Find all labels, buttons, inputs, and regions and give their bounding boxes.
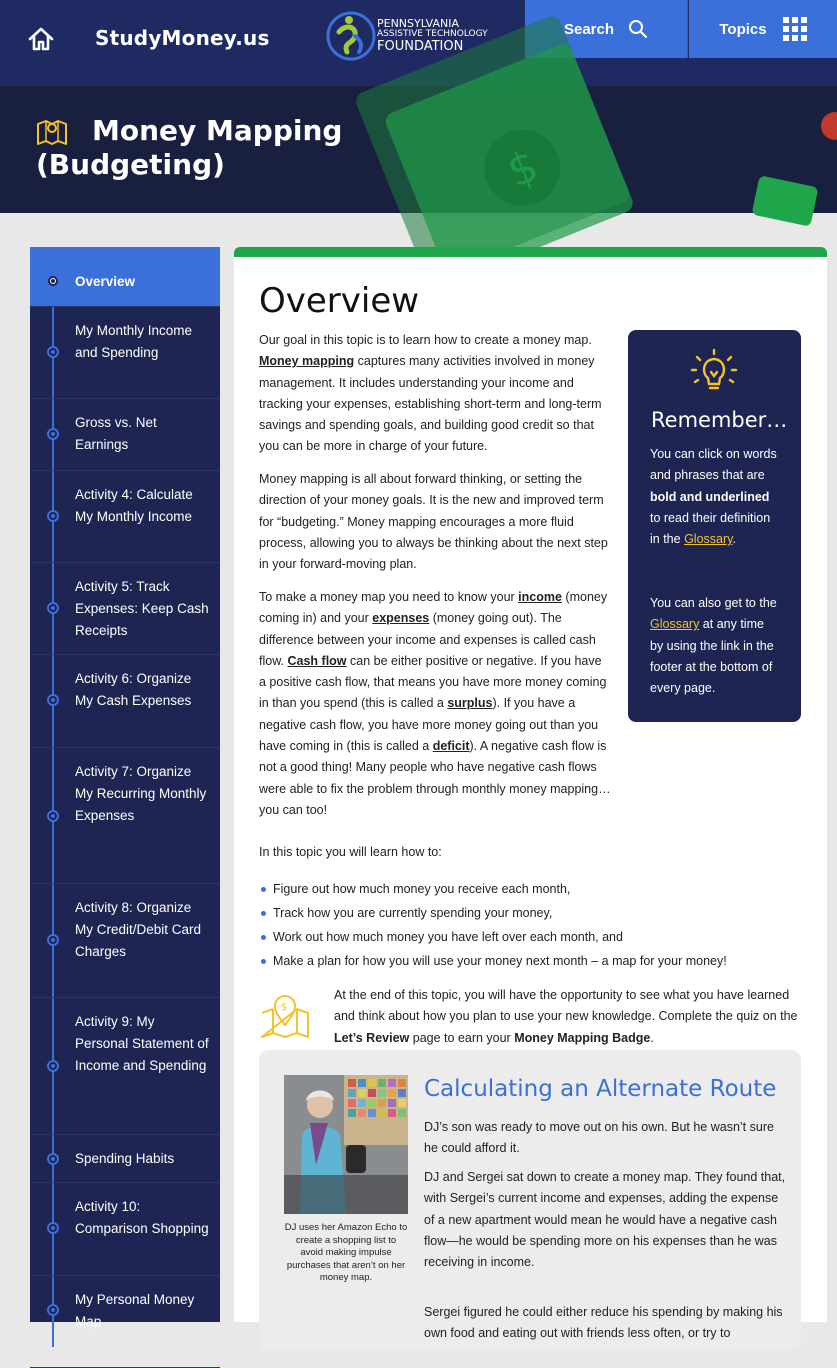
glossary-term-expenses[interactable]: expenses — [372, 611, 430, 626]
sidebar-item-monthly-income[interactable]: My Monthly Income and Spending — [30, 307, 220, 399]
sidebar-item-spending-habits[interactable]: Spending Habits — [30, 1135, 220, 1183]
glossary-term-cash-flow[interactable]: Cash flow — [287, 653, 347, 668]
sidebar-item-activity-5[interactable]: Activity 5: Track Expenses: Keep Cash Receipts — [30, 563, 220, 655]
story-paragraph-2: DJ and Sergei sat down to create a money map. They found that, with Sergei’s current income and expenses, adding the expense of a new apartment would mean he would have a negative cash flow—he would be spending more on his expenses than he was receiving in income. — [424, 1170, 786, 1270]
page-title: Money Mapping (Budgeting) — [36, 114, 343, 181]
list-item: Work out how much money you have left over each month, and — [259, 925, 819, 949]
list-item: Track how you are currently spending your money, — [259, 901, 819, 925]
sidebar-item-money-map[interactable]: My Personal Money Map — [30, 1276, 220, 1368]
map-badge-icon — [259, 991, 311, 1041]
list-item: Figure out how much money you receive each month, — [259, 877, 819, 901]
sidebar-item-activity-10[interactable]: Activity 10: Comparison Shopping — [30, 1183, 220, 1276]
svg-text:$: $ — [500, 140, 546, 199]
cash-flow-paragraph: To make a money map you need to know your income (money coming in) and your expenses (money going out). The difference between your income and expenses is called cash flow. Cash flow can be either positive or negative. If you have a positive cash flow, that means you have more money coming in than you spend (this is called a surplus). If you have a negative cash flow, you have more money going out than you have coming in (this is called a deficit). A negative cash flow is not a good thing! Many people who have negative cash flows were able to fix the problem through monthly money mapping… you can too! — [259, 590, 611, 817]
search-icon — [628, 19, 648, 39]
glossary-term-surplus[interactable]: surplus — [447, 696, 493, 711]
topics-label: Topics — [719, 20, 767, 38]
dj-photo — [284, 1075, 408, 1214]
story-paragraph-1: DJ’s son was ready to move out on his own. But he wasn’t sure he could afford it. — [424, 1120, 774, 1156]
topic-sidebar-nav — [30, 247, 220, 1329]
timeline-dot-icon — [47, 346, 59, 358]
story-card — [259, 1050, 801, 1350]
home-icon[interactable] — [26, 24, 56, 54]
glossary-term-income[interactable]: income — [518, 590, 562, 604]
photo-caption: DJ uses her Amazon Echo to create a shopping list to avoid making impulse purchases that aren’t on her money map. — [284, 1222, 408, 1283]
sidebar-item-activity-4[interactable]: Activity 4: Calculate My Monthly Income — [30, 471, 220, 563]
section-title: Overview — [259, 281, 420, 321]
remember-title: Remember… — [651, 408, 788, 432]
remember-text-1: You can click on words and phrases that are bold and underlined to read their definition in the Glossary. — [650, 447, 777, 547]
topics-button[interactable] — [689, 0, 837, 58]
timeline-dot-icon — [47, 510, 59, 522]
patf-logo-text: PENNSYLVANIA ASSISTIVE TECHNOLOGY FOUNDATION — [377, 17, 488, 54]
learning-goals-list — [259, 877, 819, 973]
glossary-term-deficit[interactable]: deficit — [432, 739, 470, 754]
remember-callout — [628, 330, 801, 722]
learn-intro-text: In this topic you will learn how to: — [259, 845, 442, 859]
story-paragraph-3: Sergei figured he could either reduce his spending by making his own food and eating out with friends less often, or try to — [424, 1305, 783, 1341]
intro-paragraph: Our goal in this topic is to learn how to create a money map. Money mapping captures many activities involved in money management. It includes understanding your income and tracking your expenses, establishing short-term and long-term savings and spending goals, and building good credit so that you can be more in charge of your future. — [259, 333, 602, 454]
timeline-dot-icon — [48, 276, 58, 286]
grid-menu-icon — [783, 17, 807, 41]
glossary-term-money-mapping[interactable]: Money mapping — [259, 354, 355, 369]
forward-thinking-paragraph: Money mapping is all about forward thinking, or setting the direction of your money goals. It is the new and improved term for “budgeting.” Money mapping encourages a more fluid process, allowing you to always be thinking about the next step in your forward-moving plan. — [259, 472, 608, 572]
timeline-dot-icon — [47, 694, 59, 706]
timeline-dot-icon — [47, 1222, 59, 1234]
search-label: Search — [563, 20, 615, 38]
timeline-dot-icon — [47, 810, 59, 822]
story-title: Calculating an Alternate Route — [424, 1076, 777, 1102]
site-name-link[interactable]: StudyMoney.us — [95, 26, 270, 50]
timeline-dot-icon — [47, 602, 59, 614]
main-content-card — [234, 247, 827, 1341]
glossary-link[interactable]: Glossary — [684, 532, 733, 547]
patf-logo-mark — [325, 10, 377, 62]
timeline-dot-icon — [47, 1153, 59, 1165]
sidebar-item-activity-7[interactable]: Activity 7: Organize My Recurring Monthly Expenses — [30, 748, 220, 884]
timeline-dot-icon — [47, 428, 59, 440]
sidebar-item-activity-9[interactable]: Activity 9: My Personal Statement of Income and Spending — [30, 998, 220, 1135]
timeline-dot-icon — [47, 934, 59, 946]
sidebar-item-overview[interactable]: Overview — [30, 257, 220, 307]
lightbulb-icon — [689, 348, 739, 392]
svg-text:$: $ — [281, 1002, 288, 1013]
sidebar-item-activity-8[interactable]: Activity 8: Organize My Credit/Debit Card Charges — [30, 884, 220, 998]
glossary-link[interactable]: Glossary — [650, 617, 700, 632]
badge-text: At the end of this topic, you will have the opportunity to see what you have learned and think about how you plan to use your new knowledge. Complete the quiz on the Let’s Review page to earn your Money Mapping Badge. — [334, 988, 798, 1045]
list-item: Make a plan for how you will use your money next month – a map for your money! — [259, 949, 819, 973]
timeline-dot-icon — [47, 1060, 59, 1072]
timeline-dot-icon — [47, 1304, 59, 1316]
remember-text-2: You can also get to the Glossary at any time by using the link in the footer at the bottom of every page. — [650, 596, 777, 696]
sidebar-item-gross-net[interactable]: Gross vs. Net Earnings — [30, 399, 220, 471]
sidebar-item-activity-6[interactable]: Activity 6: Organize My Cash Expenses — [30, 655, 220, 748]
